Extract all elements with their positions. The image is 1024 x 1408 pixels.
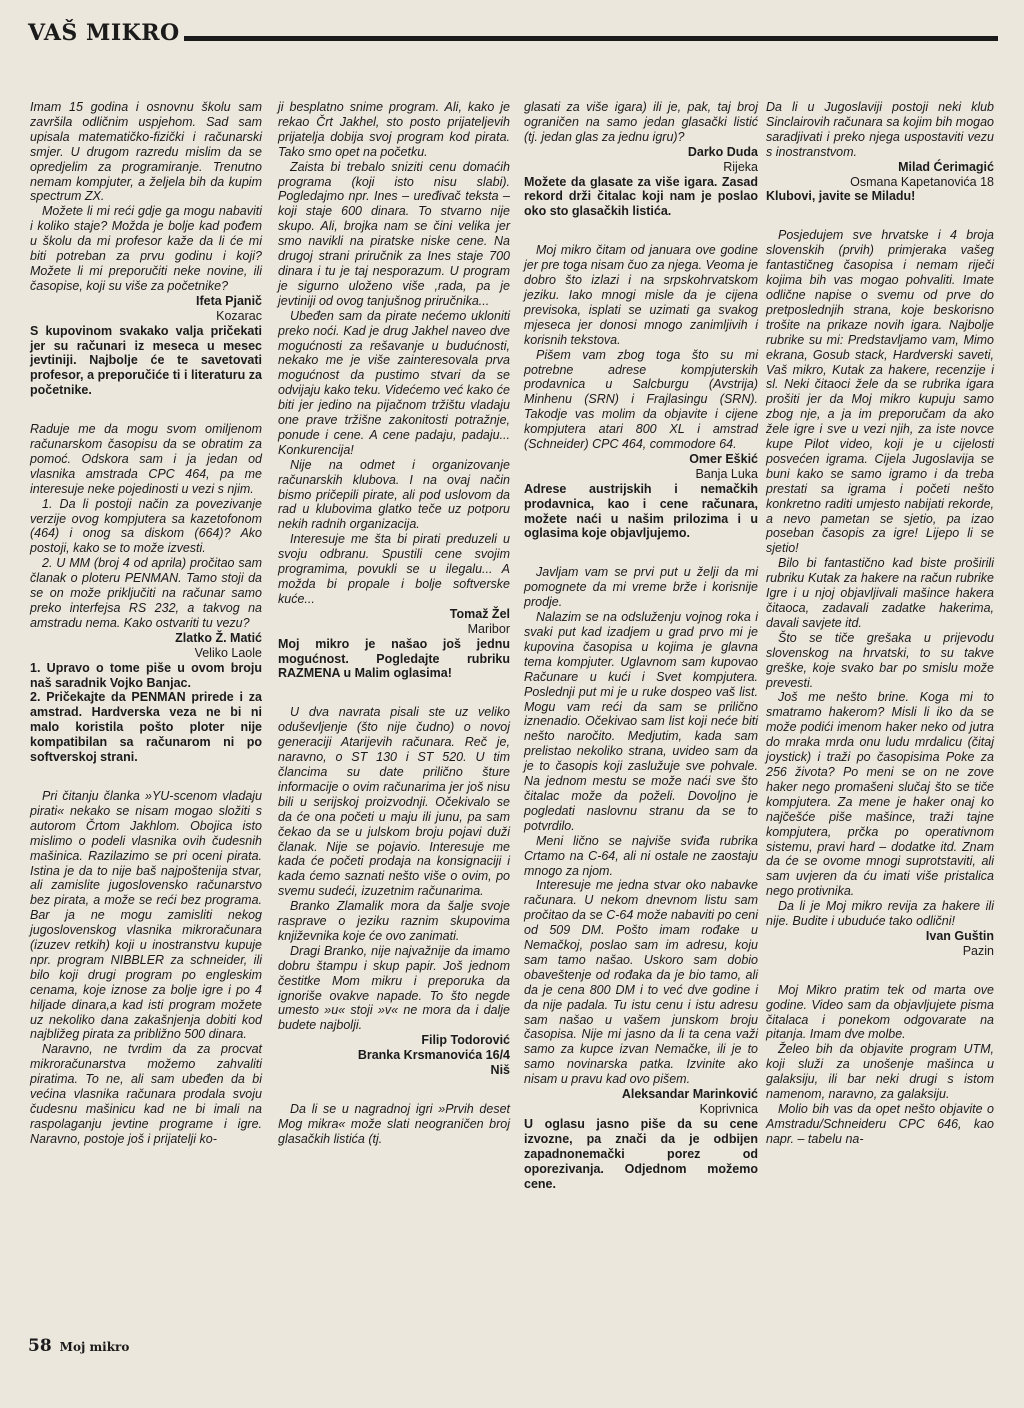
letter-paragraph: Molio bih vas da opet nešto objavite o Amstradu/Schneideru CPC 646, kao napr. – tabelu na- (766, 1102, 994, 1146)
letter-location: Maribor (467, 621, 510, 636)
letter-paragraph: 2. U MM (broj 4 od aprila) pročitao sam članak o ploteru PENMAN. Tamo stoji da se on može priključiti na računar samo preko interfejsa RS 232, a takvog na amstradu nema. Kako ostvariti tu vezu? (30, 556, 262, 630)
editor-reply: 2. Pričekajte da PENMAN prirede i za amstrad. Hardverska veza ne bi ni malo koristila pošto ploter nije kompatibilan sa računarom ni po softverskoj strani. (30, 690, 262, 765)
letter-signature: Filip Todorović (421, 1033, 510, 1048)
letter-address: Branka Krsmanovića 16/4 (357, 1048, 510, 1063)
letter-paragraph: Imam 15 godina i osnovnu školu sam završila odličnim uspjehom. Sad sam upisala matematičko-fizički i računarski smjer. U drugom razredu mislim da se opredjelim za programiranje. Trenutno nemam kompjuter, a željela bih da kupim spectrum ZX. (30, 100, 262, 204)
letter-location: Veliko Laole (194, 645, 262, 660)
letter-paragraph: Naravno, ne tvrdim da za procvat mikroračunarstva možemo zahvaliti piratima. To ne, ali sam ubeđen da bi većina vlasnika računara prodala svoju čudesnu mašinicu kad ne bi imali na raspolaganju jevtine programe i igre. Naravno, postoje još i prijatelji ko- (30, 1042, 262, 1146)
letter-location: Pazin (962, 943, 994, 958)
page-footer (28, 1336, 129, 1356)
letter-paragraph: Dragi Branko, nije najvažnije da imamo dobru štampu i skup papir. Još jednom čestitke Mom mikru i preporuka da ignoriše ovakve napade. To što negde umesto »u« stoji »v« ne mora da i dalje budete najbolji. (278, 943, 510, 1033)
letter-signature: Darko Duda (687, 144, 758, 159)
letter-location: Kozarac (216, 308, 262, 323)
letter-paragraph: Da li je Moj mikro revija za hakere ili nije. Budite i ubuduće tako odlični! (766, 899, 994, 929)
page-number: 58 (28, 1336, 52, 1356)
letter-paragraph: 1. Da li postoji način za povezivanje verzije ovog kompjutera sa kazetofonom (464) i onog sa diskom (664)? Ako postoji, kako se to može izvesti. (30, 496, 262, 556)
header-rule (184, 36, 998, 41)
letter-location: Banja Luka (695, 466, 758, 481)
letter-paragraph: Da li u Jugoslaviji postoji neki klub Sinclairovih računara sa kojim bih mogao saradjivati i preko njega uspostaviti vezu s inostranstvom. (766, 100, 994, 159)
letter-paragraph: Što se tiče grešaka u prijevodu slovenskog na hrvatski, to su takve greške, koje svako bar po smislu može prevesti. (766, 630, 994, 690)
letter-signature: Omer Eškić (689, 451, 758, 466)
letter-address: Osmana Kapetanovića 18 (850, 174, 994, 189)
letter-paragraph: Moj mikro čitam od januara ove godine jer pre toga nisam čuo za njega. Veoma je dobro što izlazi i na srpskohrvatskom jeziku. Iako mnogi misle da je cijena previsoka, isplati se uzimati ga svakog mjeseca jer donosi mnogo zanimljivih i korisnih tekstova. (524, 243, 758, 347)
column-4 (766, 100, 994, 1147)
editor-reply: Možete da glasate za više igara. Zasad rekord drži čitalac koji nam je poslao oko sto glasačkih listića. (524, 174, 758, 219)
section-header (28, 18, 998, 44)
letter-paragraph: Ubeđen sam da pirate nećemo ukloniti preko noći. Kad je drug Jakhel naveo dve mogućnosti za rešavanje u budućnosti, nekako me je više zainteresovala prva mogućnost da pustimo stvari da se odvijaju kako teku. Videćemo već kako će biti jer jedino na pijačnom tržištu vladaju one prave tržišne zakonitosti potražnje, ponude i cene. A cene padaju, padaju... Konkurencija! (278, 308, 510, 457)
letter-paragraph: Posjedujem sve hrvatske i 4 broja slovenskih (prvih) primjeraka vašeg fantastičneg časopisa i nemam riječi kojima bih vas mogao pohvaliti. Imate odlične napise o svemu od prve do pretposlednjih strana, koje beskorisno trošite na prikaze novih igara. Najbolje rubrike su mi: Predstavljamo vam, Mimo ekrana, Gosub stack, Hardverski saveti, Vaš mikro, Kutak za hakere, recenzije i sl. Neki čitaoci žele da se rubrika igara prošiti jer da Moj mikro kupuju samo zbog nje, a ja im preporučam da ako žele igre i sve u vezi njih, za iste novce kupe Pilot video, koji je u cijelosti posvećen igrama. Cijela Jugoslavija se buni kako se samo igramo i da treba prestati sa igrama i početi nešto konkretno raditi umjesto nabijati rekorde, a nevo pametan se sjetio, pa izao poseban časopis za igre! Lijepo li se sjetio! (766, 228, 994, 556)
editor-reply: S kupovinom svakako valja pričekati jer su računari iz meseca u mesec jevtiniji. Najbolje će te savetovati profesor, a preporučiće ti i literaturu za početnike. (30, 323, 262, 398)
letter-paragraph: Želeo bih da objavite program UTM, koji služi za unošenje mašinca u galaksiju, ili bar neki drugi s istom namenom, naravno, za galaksiju. (766, 1042, 994, 1102)
letter-paragraph: Branko Zlamalik mora da šalje svoje rasprave o jeziku raznim skupovima književnika koje će ovo zanimati. (278, 899, 510, 943)
letter-location: Niš (490, 1063, 510, 1078)
letter-paragraph: glasati za više igara) ili je, pak, taj broj ograničen na samo jedan glasački listić (tj. jedan glas za jednu igru)? (524, 100, 758, 144)
section-title: VAŠ MIKRO (28, 20, 180, 46)
editor-reply: Adrese austrijskih i nemačkih prodavnica, kao i cene računara, možete naći u našim prilozima i u oglasima koje objavljujemo. (524, 481, 758, 541)
letter-paragraph: Možete li mi reći gdje ga mogu nabaviti i koliko staje? Možda je bolje kad pođem u školu da mi profesor kaže da li će mi biti potreban za prvu godinu i koji? Možete li mi preporučiti neke novine, ili časopise, koji su više za početnike? (30, 204, 262, 293)
magazine-name: Moj mikro (59, 1340, 130, 1354)
column-1 (30, 100, 262, 1147)
letter-paragraph: Nalazim se na odsluženju vojnog roka i svaki put kad izadjem u grad prvo mi je kupovina časopisa u kojima je glavna tema kompjuter. Uglavnom sam kupovao Računare u kući i Svet kompjutera. Poslednji put mi je u ruke dospeo vaš list. Mogu vam reći da sam se prilično iznenadio. Očekivao sam list koji neće biti nešto naročito. Medjutim, kada sam prelistao nekoliko strana, uvideo sam da je to časopis koji zaslužuje sve pohvale. Na jednom mestu se može naći sve što čitalac može da poželi. Dovoljno je pogledati naslovnu stranu da se to potvrdilo. (524, 610, 758, 833)
letter-paragraph: Raduje me da mogu svom omiljenom računarskom časopisu da se obratim za pomoć. Odskora sam i ja jedan od vlasnika amstrada CPC 464, pa me interesuje neke pojedinosti u vezi s njim. (30, 422, 262, 496)
letter-paragraph: Interesuje me šta bi pirati preduzeli u svoju odbranu. Spustili cene svojim programima, povukli se u ilegalu... A možda bi propale i bolje softverske kuće... (278, 532, 510, 606)
letter-signature: Tomaž Žel (449, 606, 510, 621)
column-2 (278, 100, 510, 1147)
letter-paragraph: Zaista bi trebalo sniziti cenu domaćih programa (koji isto nisu slabi). Pogledajmo npr. Ines – uređivač teksta – koji staje 600 dinara. To stvarno nije skupo. Ali, brojka nam se čini velika jer smo navikli na piratske niske cene. Na drugoj strani priručnik za Ines staje 700 dinara i tu je taj nesporazum. U program je sigurno uloženo više ,rada, pa je jevtiniji od ovog tanjušnog priručnika... (278, 159, 510, 308)
letter-paragraph: U dva navrata pisali ste uz veliko oduševljenje (što nije čudno) o novoj generaciji Atarijevih računara. Reč je, naravno, o ST 130 i ST 520. U tim člancima su date prilično šture informacije o ovim računarima jer još nisu bili u serijskoj proizvodnji. Očekivalo se da će ona početi u maju ili junu, pa sam čekao da se u julskom broju pojavi duži članak. Nije se pojavio. Interesuje me kada će početi prodaja na konsignaciji i kada ćemo saznati nešto više o ovim, po svemu sudeći, izuzetnim računarima. (278, 705, 510, 899)
letter-paragraph: ji besplatno snime program. Ali, kako je rekao Črt Jakhel, sto posto prijateljevih prijatelja dobija svoj program kod pirata. Tako smo opet na početku. (278, 100, 510, 159)
letter-signature: Ifeta Pjanič (196, 293, 262, 308)
editor-reply: Moj mikro je našao još jednu mogućnost. Pogledajte rubriku RAZMENA u Malim oglasima! (278, 636, 510, 681)
letter-paragraph: Da li se u nagradnoj igri »Prvih deset Mog mikra« može slati neograničen broj glasačkih listića (tj. (278, 1102, 510, 1146)
letter-location: Rijeka (723, 159, 758, 174)
letter-signature: Aleksandar Marinković (621, 1087, 758, 1102)
editor-reply: 1. Upravo o tome piše u ovom broju naš saradnik Vojko Banjac. (30, 660, 262, 690)
letter-paragraph: Moj Mikro pratim tek od marta ove godine. Video sam da objavljujete pisma čitalaca i ponekom odgovarate na pitanja. Imam dve molbe. (766, 982, 994, 1042)
letter-signature: Milad Ćerimagić (898, 159, 994, 174)
letter-signature: Ivan Guštin (925, 928, 994, 943)
letter-paragraph: Javljam vam se prvi put u želji da mi pomognete da mi vreme brže i korisnije prodje. (524, 565, 758, 610)
letter-paragraph: Meni lično se najviše sviđa rubrika Crtamo na C-64, ali ni ostale ne zaostaju mnogo za njom. (524, 833, 758, 878)
letter-signature: Zlatko Ž. Matić (175, 630, 262, 645)
column-3 (524, 100, 758, 1191)
letter-paragraph: Bilo bi fantastično kad biste proširili rubriku Kutak za hakere na račun rubrike Igre i u njoj objavljivali mašince hakera čitaoca, zadavali zadatke hakerima, davali savjete itd. (766, 556, 994, 630)
letter-paragraph: Interesuje me jedna stvar oko nabavke računara. U nekom dnevnom listu sam pročitao da se C-64 može nabaviti po ceni od 509 DM. Pošto imam rođake u Nemačkoj, poslao sam im adresu, koju sam tamo našao. Uskoro sam dobio obaveštenje od rođaka da je bio tamo, ali da je cena 800 DM i to već dve godine i da nije padala. Tu istu cenu i istu adresu sam našao u vašem junskom broju časopisa. Nije mi jasno da li ta cena važi samo za kupce izvan Nemačke, ili je to samo novinarska patka. Izvinite ako nisam u pravu kad ovo pišem. (524, 878, 758, 1087)
editor-reply: U oglasu jasno piše da su cene izvozne, pa znači da je odbijen zapadnonemački porez od oporezivanja. Odjednom možemo cene. (524, 1116, 758, 1191)
letter-paragraph: Još me nešto brine. Koga mi to smatramo hakerom? Misli li iko da se može podići imenom haker neko od jutra do mraka mrda onu ludu mrdalicu (čitaj joystick) i traži po časopisima Poke za 256 života? Po meni se on ne zove haker nego promašeni slučaj što se tiče kompjutera. Za mene je haker onaj ko najčešće piše mašince, traži tajne kompjutera, prčka po operativnom sistemu, pravi hard – dodatke itd. Znam da će se ovome mnogi suprotstaviti, ali sam uvjeren da ću imati više pristalica nego protivnika. (766, 690, 994, 899)
letter-location: Koprivnica (699, 1102, 758, 1116)
editor-reply: Klubovi, javite se Miladu! (766, 189, 916, 204)
letter-paragraph: Pri čitanju članka »YU-scenom vladaju pirati« nekako se nisam mogao složiti s autorom Črtom Jakhlom. Obojica isto mislimo o podeli vlasnika ovih čudesnih mašinica. Razilazimo se pri oceni pirata. Istina je da to nije baš najpoštenija stvar, ali zamislite jugoslovensko računarstvo bez pirata, a može se reći bez programa. Bar ja ne mogu zamisliti nekog jugoslovenskog vlasnika mikroračunara (izuzev retkih) koji u inostranstvu kupuje npr. program NIBBLER za schneider, ili bilo koji drugi program po engleskim cenama, koje iznose za bolje igre i po 4 hiljade dinara,a kad isti program možete uz nekoliko dana zakašnjenja dobiti kod najbližeg pirata za približno 500 dinara. (30, 788, 262, 1042)
letter-paragraph: Nije na odmet i organizovanje računarskih klubova. I na ovaj način bismo pričepili pirate, ali pod uslovom da rad u klubovima glatko teče uz potporu nekih radnih organizacija. (278, 457, 510, 532)
letter-paragraph: Pišem vam zbog toga što su mi potrebne adrese kompjuterskih prodavnica u Salcburgu (Avstrija) Minhenu (SRN) i Frajlasingu (SRN). Takodje vas molim da objavite i cijene kompjutera atari 800 XL i amstrad (Schneider) CPC 464, commodore 64. (524, 347, 758, 452)
